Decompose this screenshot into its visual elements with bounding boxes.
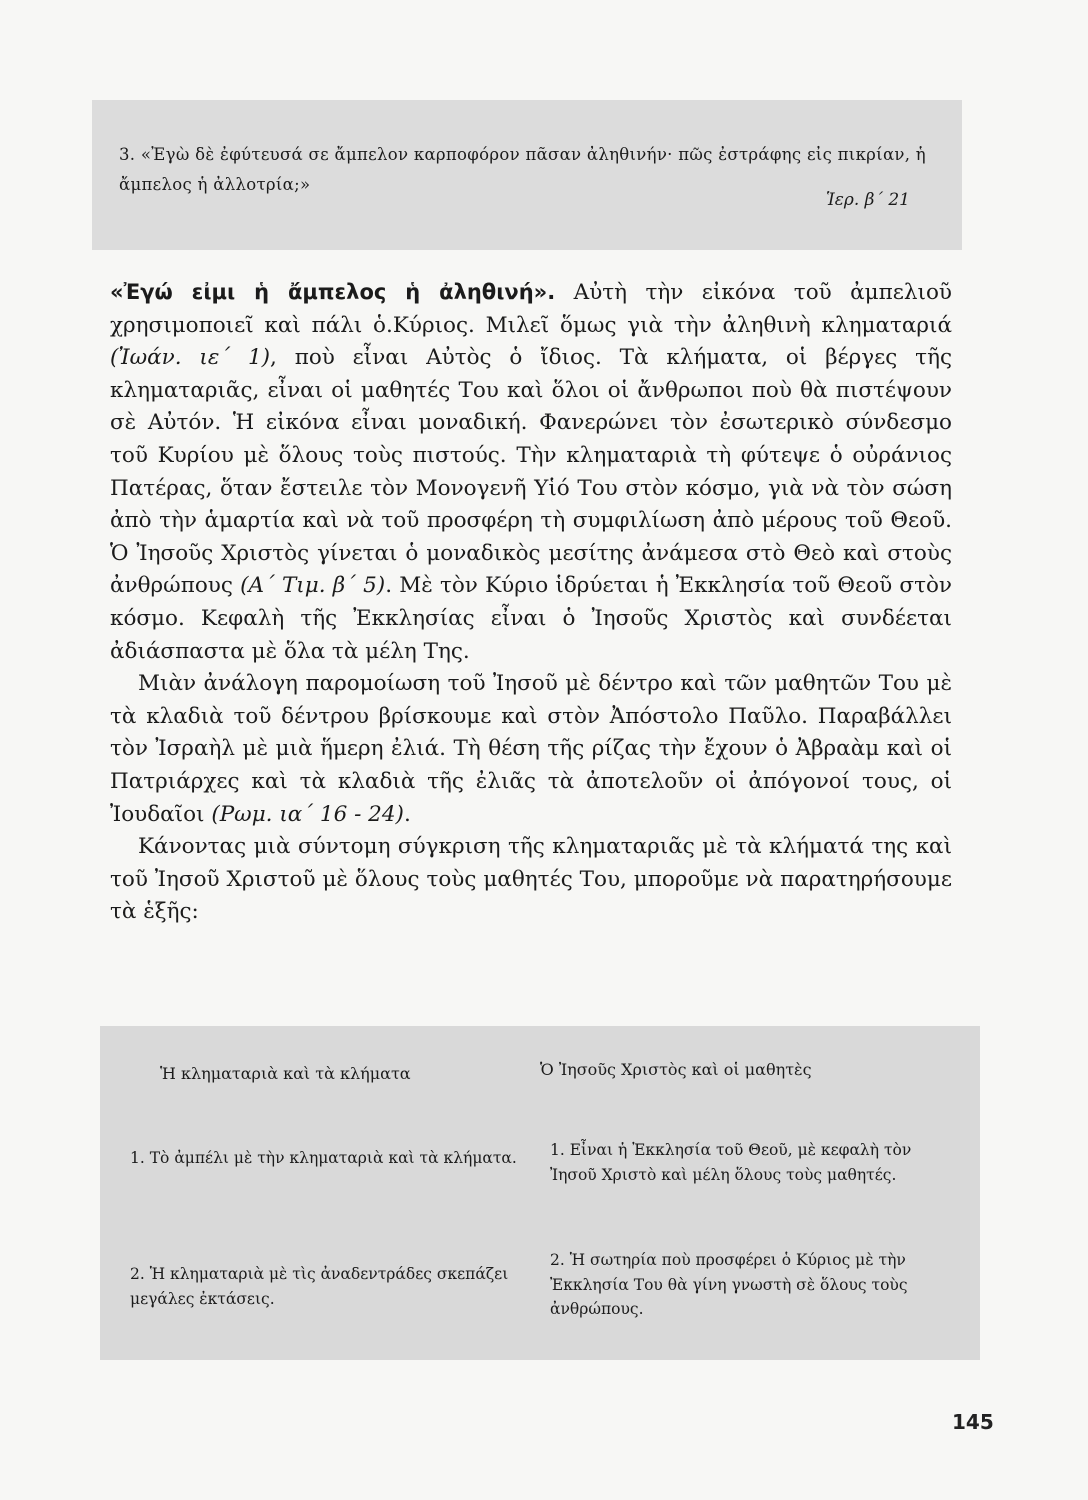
scripture-reference: (Ρωμ. ια΄ 16 - 24) [211,801,404,827]
quote-box [92,100,962,250]
paragraph-2 [110,668,952,831]
scripture-reference: (Ἰωάν. ιε΄ 1) [110,345,271,371]
quote-reference: Ἱερ. β΄ 21 [826,190,910,210]
paragraph-1 [110,276,952,668]
paragraph-1-part-a: Αὐτὴ τὴν εἰκόνα τοῦ ἀμπελιοῦ χρησιμοποιεῖ καὶ πάλι ὁ.Κύριος. Μιλεῖ ὅμως γιὰ τὴν ἀληθινὴ κληματαριά [110,280,952,338]
paragraph-1-part-c: . Μὲ τὸν Κύριο ἱδρύεται ἡ Ἐκκλησία τοῦ Θεοῦ στὸν κόσμο. Κεφαλὴ τῆς Ἐκκλησίας εἶναι ὁ Ἰησοῦς Χριστὸς καὶ συνδέεται ἀδιάσπαστα μὲ ὅλα τὰ μέλη Της. [110,573,952,664]
paragraph-3: Κάνοντας μιὰ σύντομη σύγκριση τῆς κληματαριᾶς μὲ τὰ κλήματά της καὶ τοῦ Ἰησοῦ Χριστοῦ μὲ ὅλους τοὺς μαθητές Του, μποροῦμε νὰ παρατηρήσουμε τὰ ἑξῆς: [110,834,952,925]
left-column-header: Ἡ κληματαριὰ καὶ τὰ κλήματα [160,1064,411,1083]
right-column-header: Ὁ Ἰησοῦς Χριστὸς καὶ οἱ μαθητὲς [540,1060,812,1079]
table-row-1-right: 1. Εἶναι ἡ Ἐκκλησία τοῦ Θεοῦ, μὲ κεφαλὴ τὸν Ἰησοῦ Χριστὸ καὶ μέλη ὅλους τοὺς μαθητές. [550,1141,912,1184]
paragraph-2-part-b: . [403,801,411,827]
table-row-2-left: 2. Ἡ κληματαριὰ μὲ τὶς ἀναδεντράδες σκεπάζει μεγάλες ἐκτάσεις. [130,1265,509,1308]
comparison-table [100,1026,980,1360]
scripture-reference: (Α΄ Τιμ. β΄ 5) [240,573,386,599]
main-text [110,276,952,929]
table-row-2-right: 2. Ἡ σωτηρία ποὺ προσφέρει ὁ Κύριος μὲ τὴν Ἐκκλησία Του θὰ γίνη γνωστὴ σὲ ὅλους τοὺς ἀνθρώπους. [550,1251,908,1318]
paragraph-1-part-b: , ποὺ εἶναι Αὐτὸς ὁ ἴδιος. Τὰ κλήματα, οἱ βέργες τῆς κληματαριᾶς, εἶναι οἱ μαθητές Του καὶ ὅλοι οἱ ἄνθρωποι ποὺ θὰ πιστέψουν σὲ Αὐτόν. Ἡ εἰκόνα εἶναι μοναδική. Φανερώνει τὸν ἐσωτερικὸ σύνδεσμο τοῦ Κυρίου μὲ ὅλους τοὺς πιστούς. Τὴν κληματαριὰ τὴ φύτεψε ὁ οὐράνιος Πατέρας, ὅταν ἔστειλε τὸν Μονογενῆ Υἱό Του στὸν κόσμο, γιὰ νὰ τὸν σώση ἀπὸ τὴν ἁμαρτία καὶ νὰ τοῦ προσφέρη τὴ συμφιλίωση ἀπὸ μέρους τοῦ Θεοῦ. Ὁ Ἰησοῦς Χριστὸς γίνεται ὁ μοναδικὸς μεσίτης ἀνάμεσα στὸ Θεὸ καὶ στοὺς ἀνθρώπους [110,345,952,599]
quote-text: 3. «Ἐγὼ δὲ ἐφύτευσά σε ἄμπελον καρποφόρον πᾶσαν ἀληθινήν· πῶς ἐστράφης εἰς πικρίαν, ἡ ἄμπελος ἡ ἀλλοτρία;» [119,145,926,194]
paragraph-lead: «Ἐγώ εἰμι ἡ ἄμπελος ἡ ἀληθινή». [110,280,556,304]
page-number: 145 [952,1410,994,1434]
table-row-1-left: 1. Τὸ ἀμπέλι μὲ τὴν κληματαριὰ καὶ τὰ κλήματα. [130,1149,517,1167]
paragraph-2-part-a: Μιὰν ἀνάλογη παρομοίωση τοῦ Ἰησοῦ μὲ δέντρο καὶ τῶν μαθητῶν Του μὲ τὰ κλαδιὰ τοῦ δέντρου βρίσκουμε καὶ στὸν Ἀπόστολο Παῦλο. Παραβάλλει τὸν Ἰσραὴλ μὲ μιὰ ἥμερη ἐλιά. Τὴ θέση τῆς ρίζας τὴν ἔχουν ὁ Ἀβραὰμ καὶ οἱ Πατριάρχες καὶ τὰ κλαδιὰ τῆς ἐλιᾶς τὰ ἀποτελοῦν οἱ ἀπόγονοί τους, οἱ Ἰουδαῖοι [110,671,952,827]
